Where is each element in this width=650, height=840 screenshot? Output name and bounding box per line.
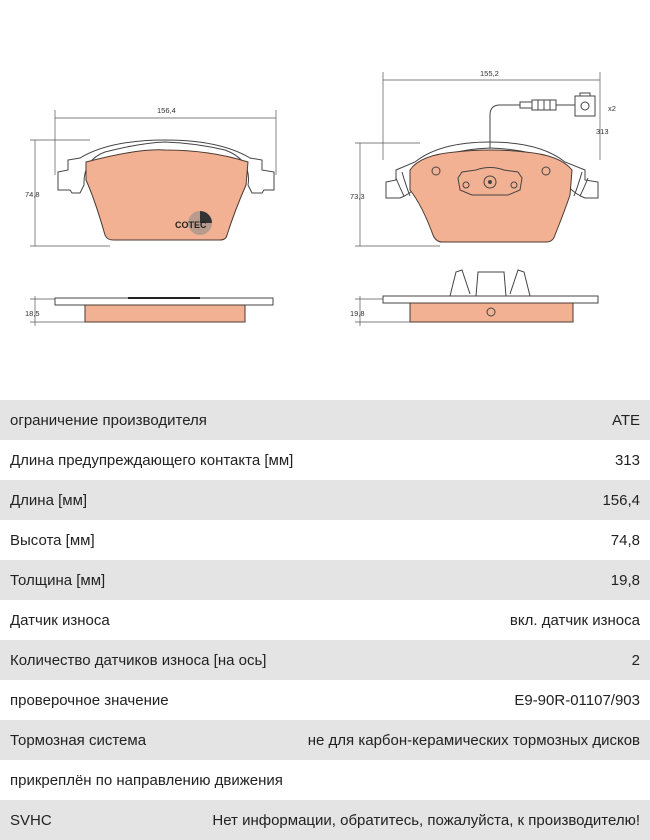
spec-row	[0, 400, 650, 440]
spec-row	[0, 680, 650, 720]
right-thickness-label: 19,8	[350, 309, 365, 318]
spec-value: не для карбон-керамических тормозных дисков	[307, 731, 640, 749]
left-thickness-label: 18,5	[25, 309, 40, 318]
spec-label: SVHC	[10, 811, 52, 829]
spec-row	[0, 560, 650, 600]
left-pad-front-view	[25, 106, 276, 246]
wear-sensor	[490, 93, 616, 148]
left-width-label: 156,4	[157, 106, 176, 115]
spec-label: Тормозная система	[10, 731, 147, 749]
spec-row	[0, 720, 650, 760]
spec-label: Количество датчиков износа [на ось]	[10, 651, 267, 669]
logo-text: COTEC	[175, 220, 207, 230]
spec-value: 2	[631, 651, 640, 669]
spec-value: 156,4	[602, 491, 640, 509]
spec-row	[0, 760, 650, 800]
spec-label: Толщина [мм]	[10, 571, 106, 589]
right-height-label: 73,3	[350, 192, 365, 201]
right-pad-side-view	[350, 270, 598, 326]
spec-value: ATE	[611, 411, 640, 429]
spec-value: E9-90R-01107/903	[514, 691, 640, 709]
spec-label: ограничение производителя	[10, 411, 207, 429]
right-width-label: 155,2	[480, 69, 499, 78]
spec-label: прикреплён по направлению движения	[10, 771, 283, 789]
spec-value: 74,8	[610, 531, 640, 549]
spec-row	[0, 600, 650, 640]
specifications-table	[0, 400, 650, 840]
spec-row	[0, 640, 650, 680]
spec-row	[0, 800, 650, 840]
spec-value: 313	[614, 451, 640, 469]
spec-value: 19,8	[610, 571, 640, 589]
spec-value: Нет информации, обратитесь, пожалуйста, к производителю!	[212, 811, 640, 829]
spec-label: проверочное значение	[10, 691, 169, 709]
spec-value: вкл. датчик износа	[509, 611, 640, 629]
sensor-qty-label: x2	[608, 104, 616, 113]
right-pad-front-view	[350, 69, 616, 246]
brake-pad-technical-drawing	[0, 0, 650, 400]
spec-row	[0, 520, 650, 560]
spec-label: Датчик износа	[10, 611, 110, 629]
spec-row	[0, 480, 650, 520]
spec-label: Длина предупреждающего контакта [мм]	[10, 451, 294, 469]
sensor-length-label: 313	[596, 127, 609, 136]
spec-row	[0, 440, 650, 480]
spec-label: Высота [мм]	[10, 531, 95, 549]
left-pad-friction	[86, 150, 248, 240]
left-pad-side-view	[25, 296, 273, 326]
left-height-label: 74,8	[25, 190, 40, 199]
spec-label: Длина [мм]	[10, 491, 88, 509]
right-pad-friction	[410, 150, 572, 242]
